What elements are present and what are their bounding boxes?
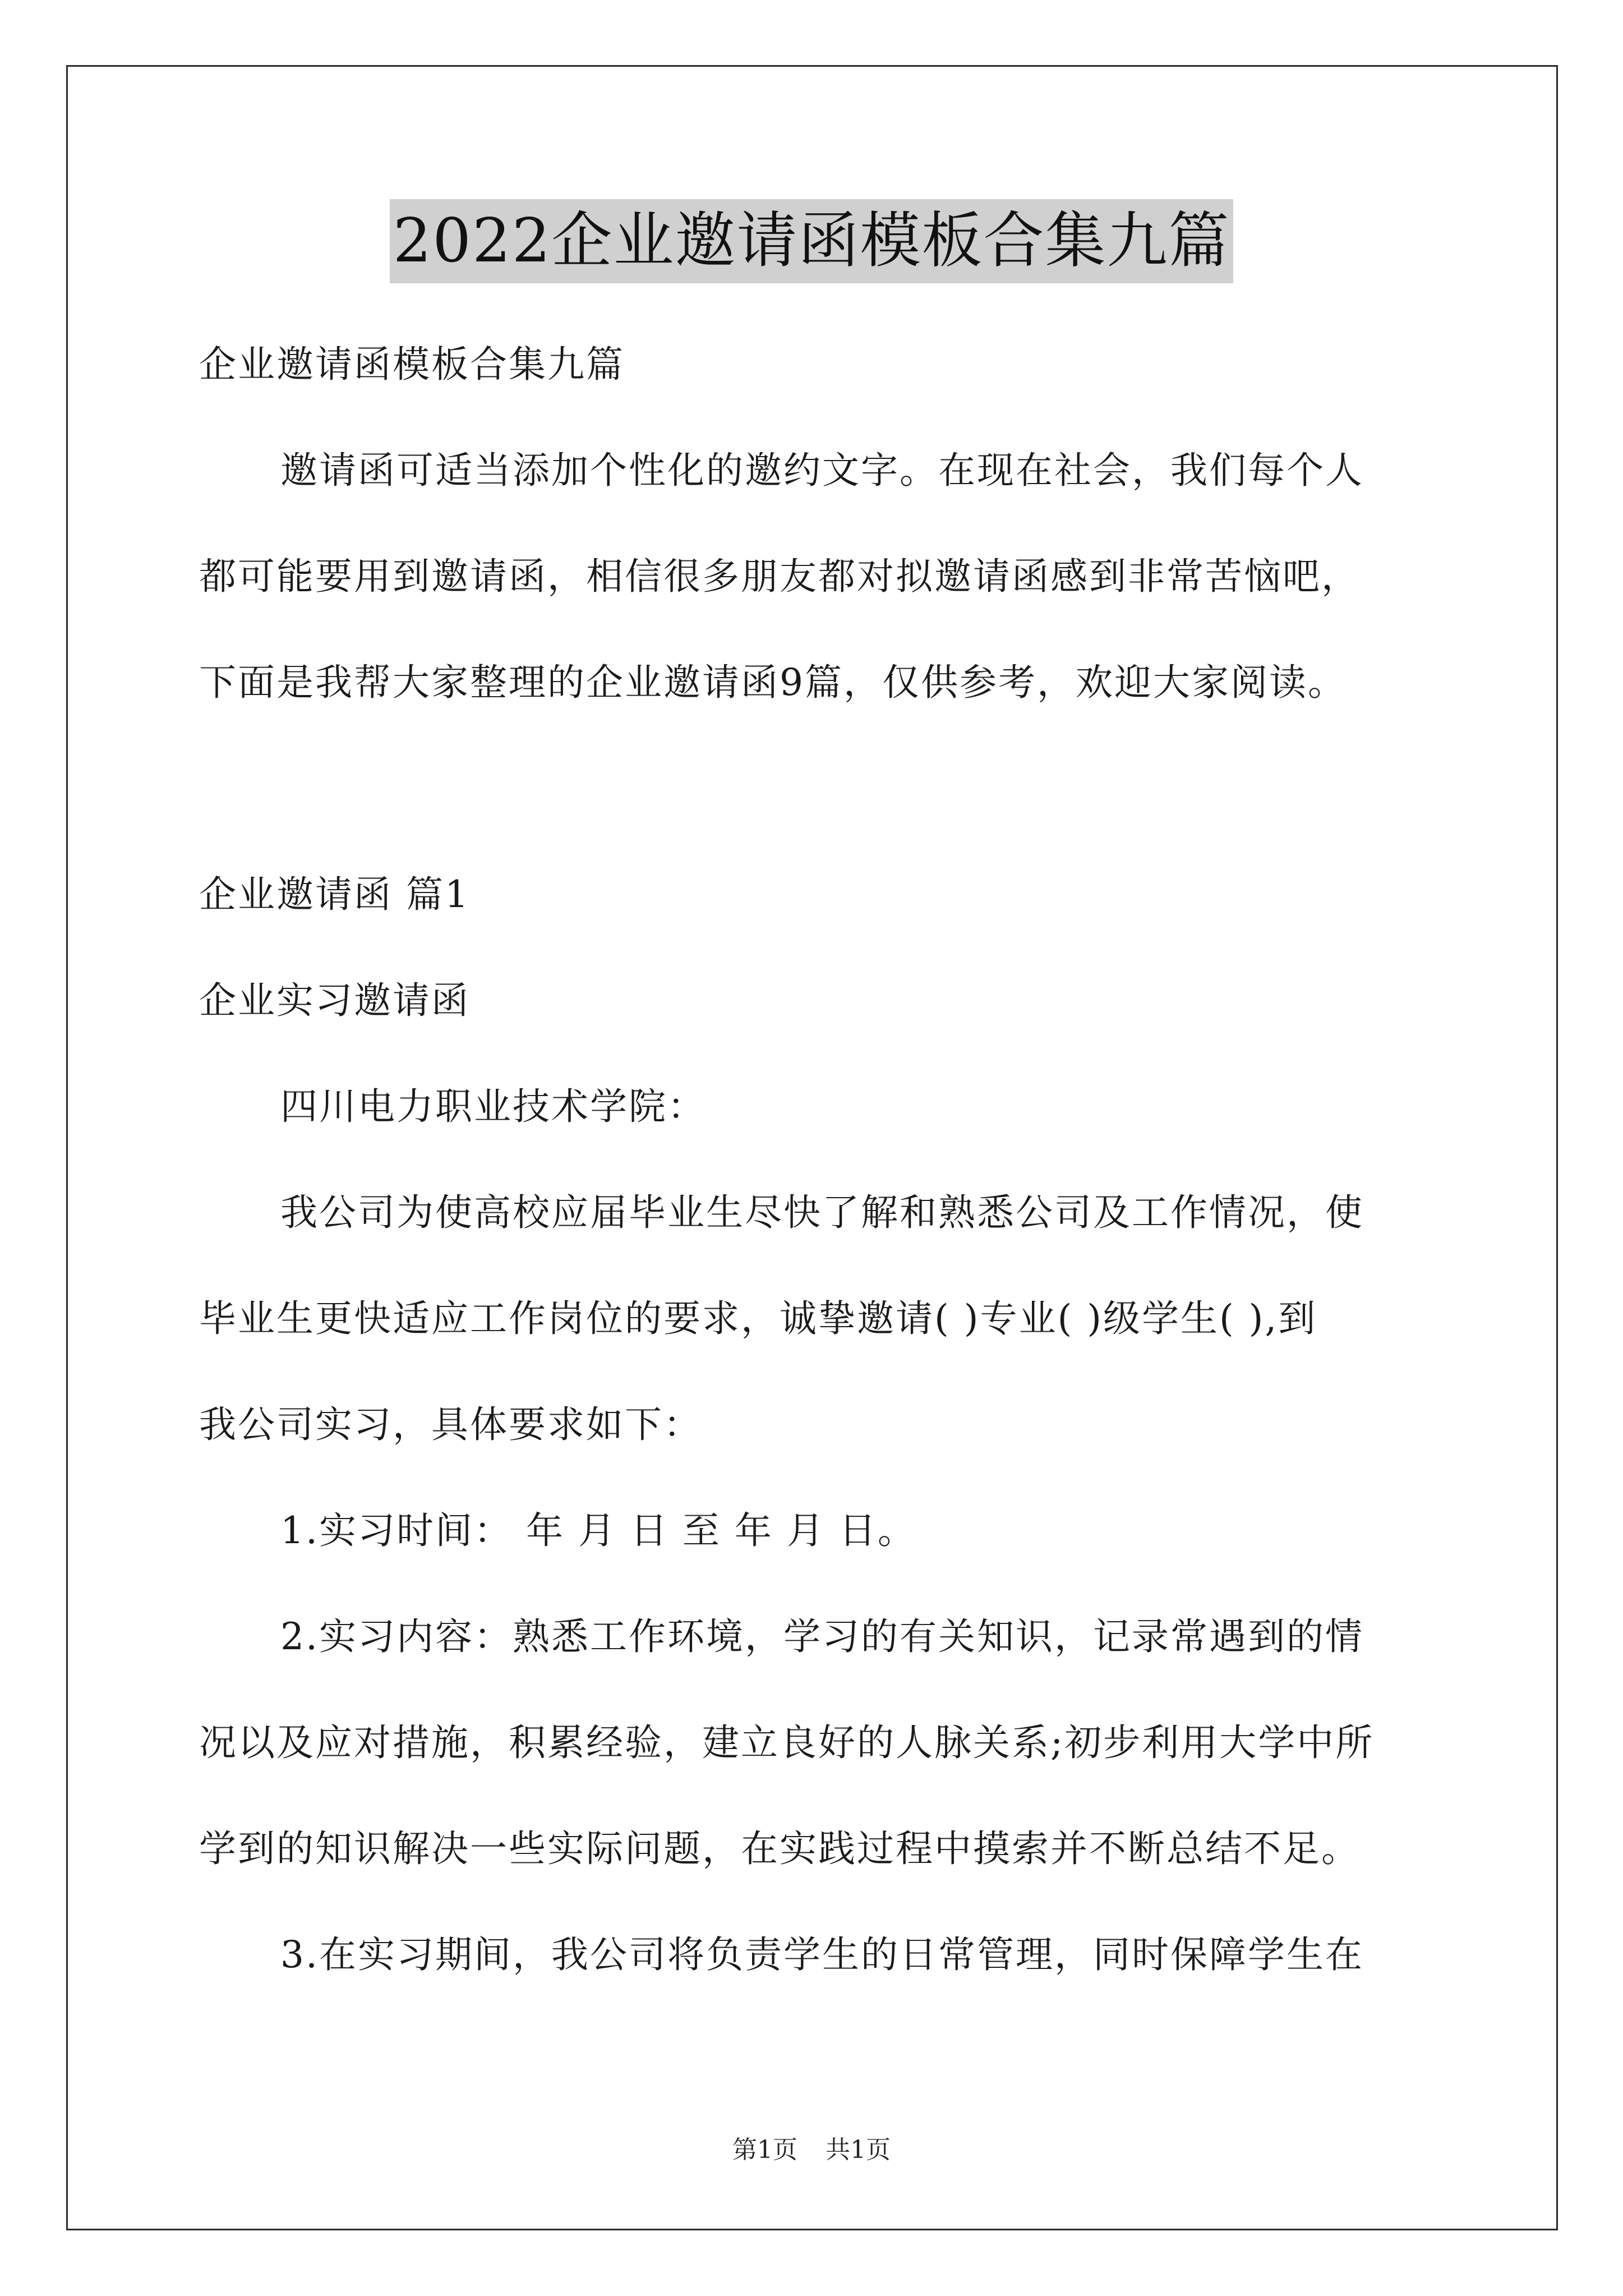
letter-title: 企业实习邀请函 bbox=[199, 979, 470, 1022]
document-body bbox=[199, 311, 1433, 2008]
subtitle-line: 企业邀请函模板合集九篇 bbox=[199, 343, 625, 386]
page-number: 第1页 bbox=[732, 2136, 797, 2164]
page-total: 共1页 bbox=[826, 2136, 891, 2164]
list-item: 2.实习内容：熟悉工作环境，学习的有关知识，记录常遇到的情 bbox=[280, 1615, 1364, 1658]
section-heading: 企业邀请函 篇1 bbox=[199, 873, 470, 916]
paragraph-line: 下面是我帮大家整理的企业邀请函9篇，仅供参考，欢迎大家阅读。 bbox=[199, 661, 1347, 704]
paragraph-line: 我公司为使高校应届毕业生尽快了解和熟悉公司及工作情况，使 bbox=[280, 1191, 1364, 1234]
paragraph-line: 我公司实习，具体要求如下： bbox=[199, 1403, 702, 1446]
salutation: 四川电力职业技术学院： bbox=[280, 1085, 706, 1128]
page-footer bbox=[0, 2133, 1623, 2167]
document-title: 2022企业邀请函模板合集九篇 bbox=[390, 199, 1234, 283]
paragraph-line: 学到的知识解决一些实际问题，在实践过程中摸索并不断总结不足。 bbox=[199, 1827, 1360, 1870]
paragraph-line: 邀请函可适当添加个性化的邀约文字。在现在社会，我们每个人 bbox=[280, 449, 1364, 492]
list-item: 1.实习时间： 年 月 日 至 年 月 日。 bbox=[280, 1509, 916, 1552]
list-item: 3.在实习期间，我公司将负责学生的日常管理，同时保障学生在 bbox=[280, 1933, 1364, 1976]
paragraph-line: 况以及应对措施，积累经验，建立良好的人脉关系;初步利用大学中所 bbox=[199, 1721, 1375, 1764]
blank-line bbox=[199, 735, 1433, 841]
title-container bbox=[0, 199, 1623, 283]
paragraph-line: 都可能要用到邀请函，相信很多朋友都对拟邀请函感到非常苦恼吧， bbox=[199, 555, 1360, 598]
paragraph-line: 毕业生更快适应工作岗位的要求，诚挚邀请( )专业( )级学生( ),到 bbox=[199, 1297, 1317, 1340]
